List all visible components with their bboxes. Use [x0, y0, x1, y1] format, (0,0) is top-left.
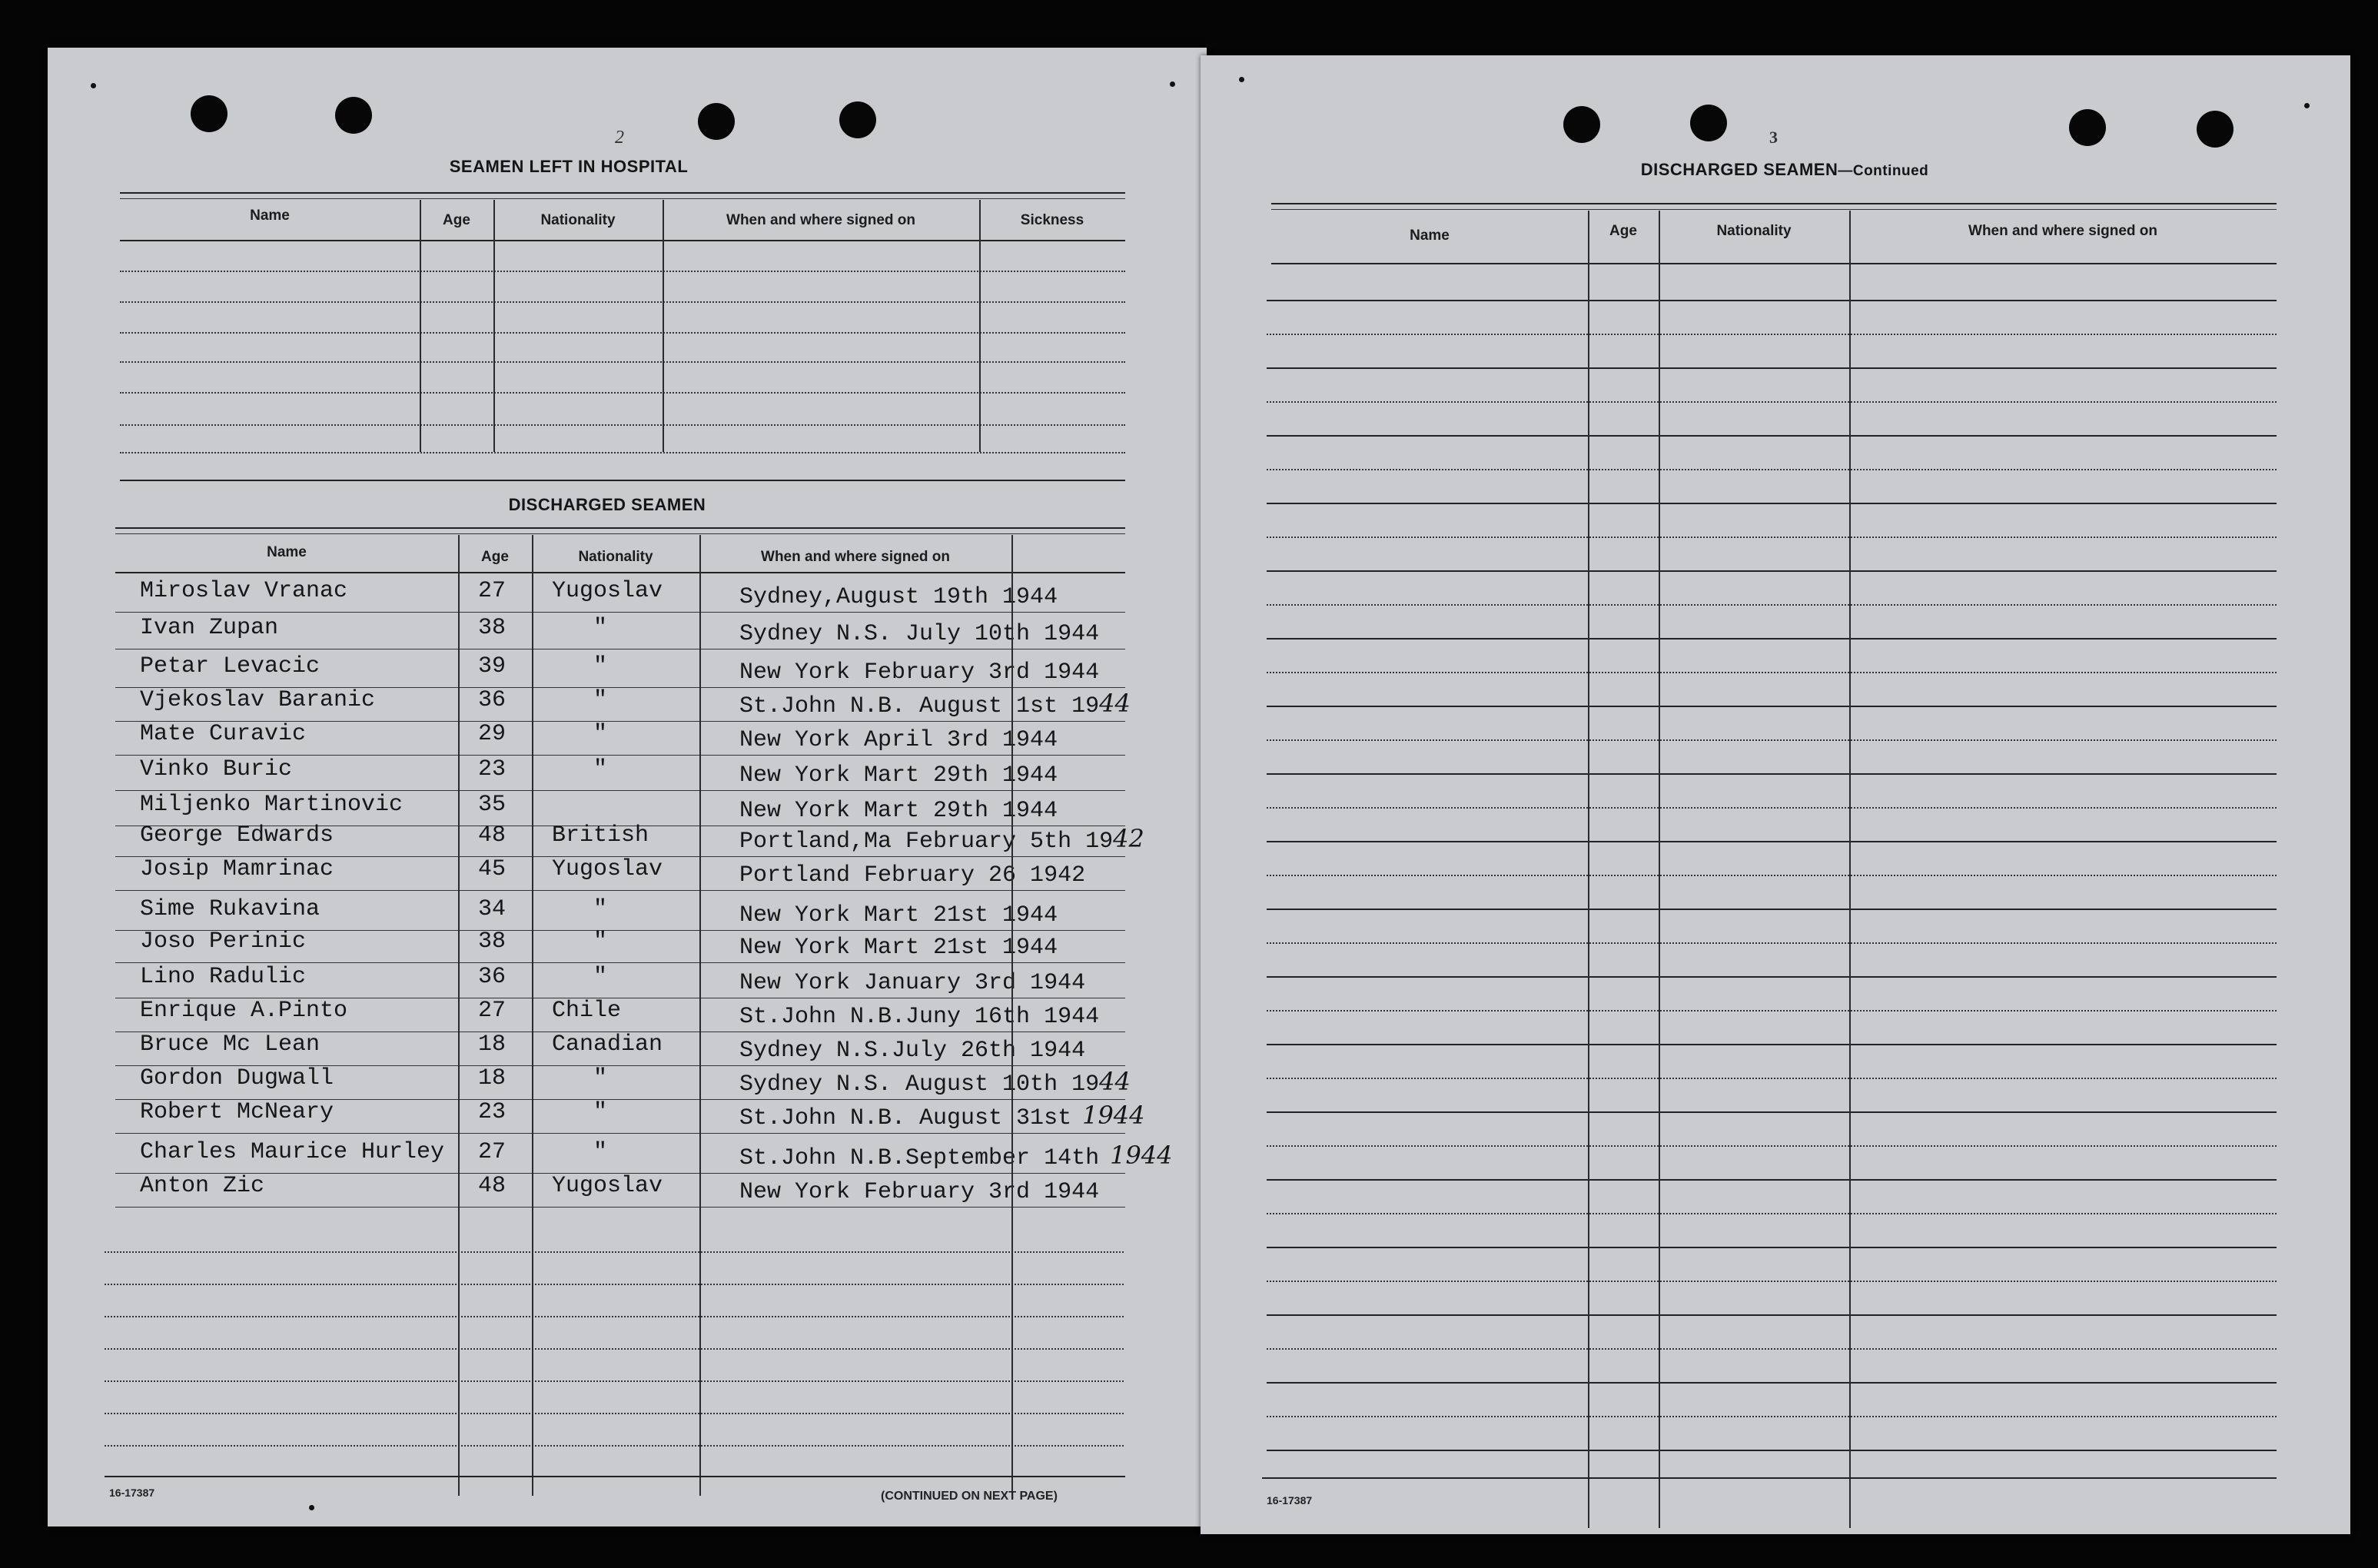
seaman-age: 45 [478, 856, 506, 882]
seaman-age: 27 [478, 578, 506, 604]
row-line [115, 790, 1125, 791]
seaman-nationality: " [593, 1139, 608, 1165]
row-line [1267, 976, 2277, 978]
speck [2304, 103, 2310, 108]
row-line [120, 452, 1125, 453]
column-divider [1849, 211, 1851, 1528]
seaman-name: George Edwards [140, 822, 334, 849]
seaman-age: 29 [478, 721, 506, 747]
discharged-col-header: Age [481, 549, 509, 565]
row-line [1267, 1348, 2277, 1350]
signed-on [739, 758, 1058, 789]
row-line [1267, 1382, 2277, 1384]
row-line [1267, 1078, 2277, 1079]
seaman-nationality: " [593, 687, 608, 713]
signed-on-handwritten: 1944 [1082, 1101, 1145, 1130]
binder-hole [1690, 105, 1727, 141]
signed-on [739, 965, 1085, 996]
signed-on-typed: Sydney N.S.July 26th 1944 [739, 1038, 1086, 1064]
row-line [1267, 401, 2277, 403]
column-divider [1659, 211, 1660, 1528]
signed-on [739, 1174, 1099, 1205]
row-line [115, 890, 1125, 891]
row-line [105, 1380, 1124, 1382]
signed-on-handwritten: 44 [1099, 1067, 1131, 1096]
signed-on-handwritten: 42 [1113, 824, 1144, 853]
seaman-nationality: Yugoslav [552, 1173, 663, 1199]
seaman-nationality: " [593, 1099, 608, 1125]
signed-on-typed: New York January 3rd 1944 [739, 970, 1086, 996]
row-line [120, 301, 1125, 303]
seaman-name: Lino Radulic [140, 964, 307, 990]
page-title [1569, 160, 2000, 180]
seaman-name: Miroslav Vranac [140, 578, 348, 604]
discharged-col-header: Name [267, 544, 307, 560]
title-main: DISCHARGED SEAMEN [1640, 160, 1838, 179]
binder-hole [191, 95, 228, 132]
discharged-col-header: Nationality [578, 549, 653, 565]
row-line [105, 1251, 1124, 1253]
signed-on-typed: St.John N.B.September 14th [739, 1145, 1100, 1171]
seaman-nationality: " [593, 653, 608, 679]
signed-on-typed: New York February 3rd 1944 [739, 1179, 1100, 1205]
column-divider [458, 535, 460, 1496]
row-line [1267, 841, 2277, 842]
row-line [105, 1316, 1124, 1317]
seaman-name: Enrique A.Pinto [140, 998, 348, 1024]
continued-note: (CONTINUED ON NEXT PAGE) [881, 1490, 1058, 1503]
seaman-age: 18 [478, 1031, 506, 1058]
seaman-age: 38 [478, 615, 506, 641]
row-line [120, 332, 1125, 334]
row-line [1267, 1179, 2277, 1181]
row-line [1267, 334, 2277, 335]
row-line [1267, 706, 2277, 707]
seaman-name: Bruce Mc Lean [140, 1031, 320, 1058]
seaman-nationality: " [593, 964, 608, 990]
signed-on-typed: St.John N.B.Juny 16th 1944 [739, 1004, 1100, 1030]
row-line [1267, 1111, 2277, 1113]
signed-on-typed: New York Mart 21st 1944 [739, 935, 1058, 961]
column-divider [493, 200, 495, 452]
row-line [1267, 739, 2277, 741]
col-header: When and where signed on [1968, 223, 2157, 239]
speck [91, 83, 96, 88]
seaman-name: Charles Maurice Hurley [140, 1139, 445, 1165]
seaman-nationality: " [593, 756, 608, 782]
row-line [1267, 807, 2277, 809]
row-line [105, 1284, 1124, 1285]
signed-on-typed: New York Mart 21st 1944 [739, 902, 1058, 929]
row-line [115, 755, 1125, 756]
right-page [1201, 55, 2350, 1534]
seaman-nationality: " [593, 929, 608, 955]
row-line [1267, 942, 2277, 944]
hospital-col-header: When and where signed on [726, 212, 915, 228]
signed-on-typed: Portland,Ma February 5th 19 [739, 829, 1114, 855]
column-divider [420, 200, 421, 452]
signed-on-typed: Sydney,August 19th 1944 [739, 584, 1058, 610]
signed-on-handwritten: 44 [1099, 689, 1131, 718]
rule [120, 192, 1125, 194]
seaman-name: Vjekoslav Baranic [140, 687, 376, 713]
column-divider [1588, 211, 1589, 1528]
row-line [115, 612, 1125, 613]
row-line [115, 962, 1125, 963]
binder-hole [1563, 106, 1600, 143]
seaman-age: 48 [478, 822, 506, 849]
signed-on-typed: St.John N.B. August 31st [739, 1105, 1072, 1131]
binder-hole [335, 97, 372, 134]
signed-on-typed: New York April 3rd 1944 [739, 727, 1058, 753]
page-number: 2 [615, 128, 624, 148]
row-line [1267, 1044, 2277, 1045]
hospital-col-header: Nationality [540, 212, 616, 228]
row-line [1267, 537, 2277, 538]
row-line [1271, 263, 2277, 264]
row-line [1267, 1281, 2277, 1282]
signed-on-typed: New York Mart 29th 1944 [739, 798, 1058, 824]
seaman-nationality: Yugoslav [552, 578, 663, 604]
seaman-name: Mate Curavic [140, 721, 307, 747]
seaman-age: 27 [478, 998, 506, 1024]
seaman-age: 23 [478, 756, 506, 782]
seaman-age: 34 [478, 896, 506, 922]
row-line [115, 572, 1125, 573]
seaman-nationality: Canadian [552, 1031, 663, 1058]
row-line [115, 1133, 1125, 1134]
row-line [105, 1413, 1124, 1414]
row-line [120, 424, 1125, 426]
col-header: Nationality [1716, 223, 1792, 239]
signed-on-typed: St.John N.B. August 1st 19 [739, 693, 1100, 719]
signed-on [739, 930, 1058, 961]
row-line [1267, 503, 2277, 504]
binder-hole [698, 103, 735, 140]
rule [115, 527, 1125, 529]
row-line [1267, 1213, 2277, 1214]
col-header: Name [1410, 228, 1450, 244]
seaman-name: Vinko Buric [140, 756, 293, 782]
rule [1271, 203, 2277, 204]
seaman-name: Josip Mamrinac [140, 856, 334, 882]
signed-on [739, 858, 1085, 889]
rule [120, 198, 1125, 199]
signed-on [739, 1067, 1131, 1098]
seaman-name: Sime Rukavina [140, 896, 320, 922]
signed-on [739, 898, 1058, 929]
seaman-name: Petar Levacic [140, 653, 320, 679]
row-line [105, 1445, 1124, 1447]
speck [309, 1505, 314, 1510]
row-line [1267, 435, 2277, 437]
hospital-col-header: Age [443, 212, 470, 228]
column-divider [663, 200, 664, 452]
row-line [1267, 604, 2277, 606]
signed-on-typed: New York Mart 29th 1944 [739, 762, 1058, 789]
binder-hole [839, 101, 876, 138]
seaman-age: 39 [478, 653, 506, 679]
seaman-name: Ivan Zupan [140, 615, 279, 641]
row-line [1267, 909, 2277, 910]
signed-on [739, 824, 1144, 855]
seaman-age: 48 [478, 1173, 506, 1199]
row-line [1267, 638, 2277, 639]
rule [105, 1476, 1125, 1477]
row-line [105, 1348, 1124, 1350]
signed-on-typed: Sydney N.S. August 10th 19 [739, 1071, 1100, 1098]
signed-on [739, 580, 1058, 610]
signed-on [739, 655, 1099, 686]
signed-on [739, 689, 1131, 719]
signed-on [739, 1101, 1145, 1131]
seaman-age: 38 [478, 929, 506, 955]
seaman-name: Anton Zic [140, 1173, 265, 1199]
seaman-name: Robert McNeary [140, 1099, 334, 1125]
row-line [1267, 773, 2277, 775]
seaman-name: Gordon Dugwall [140, 1065, 334, 1091]
seaman-age: 36 [478, 687, 506, 713]
seaman-name: Joso Perinic [140, 929, 307, 955]
title-suffix: —Continued [1838, 163, 1929, 179]
row-line [1267, 1450, 2277, 1451]
hospital-col-header: Name [250, 208, 290, 224]
seaman-nationality: " [593, 721, 608, 747]
discharged-section-title: DISCHARGED SEAMEN [508, 495, 706, 514]
signed-on [739, 999, 1099, 1030]
seaman-nationality: Chile [552, 998, 622, 1024]
signed-on-handwritten: 1944 [1110, 1141, 1173, 1170]
col-header: Age [1609, 223, 1637, 239]
seaman-nationality: Yugoslav [552, 856, 663, 882]
form-number: 16-17387 [1267, 1494, 1313, 1507]
seaman-age: 23 [478, 1099, 506, 1125]
row-line [1267, 1314, 2277, 1316]
binder-hole [2069, 109, 2106, 146]
signed-on-typed: Sydney N.S. July 10th 1944 [739, 621, 1100, 647]
page-number: 3 [1769, 128, 1778, 147]
hospital-section-title: SEAMEN LEFT IN HOSPITAL [449, 157, 689, 176]
seaman-age: 27 [478, 1139, 506, 1165]
row-line [1267, 300, 2277, 301]
row-line [120, 361, 1125, 363]
seaman-nationality: British [552, 822, 649, 849]
rule [115, 533, 1125, 534]
signed-on [739, 723, 1058, 753]
column-divider [532, 535, 533, 1496]
row-line [1267, 1145, 2277, 1147]
speck [1239, 77, 1244, 82]
signed-on [739, 1141, 1173, 1171]
row-line [1267, 1247, 2277, 1248]
column-divider [1011, 535, 1013, 1496]
seaman-name: Miljenko Martinovic [140, 792, 404, 818]
row-line [1267, 1416, 2277, 1417]
speck [1170, 81, 1175, 87]
seaman-nationality: " [593, 615, 608, 641]
binder-hole [2197, 111, 2234, 148]
seaman-nationality: " [593, 1065, 608, 1091]
signed-on-typed: New York February 3rd 1944 [739, 659, 1100, 686]
row-line [120, 271, 1125, 272]
row-line [1267, 570, 2277, 572]
signed-on [739, 616, 1099, 647]
column-divider [979, 200, 981, 452]
row-line [1267, 1010, 2277, 1012]
signed-on [739, 1033, 1085, 1064]
rule [1271, 209, 2277, 210]
row-line [115, 1207, 1125, 1208]
seaman-nationality: " [593, 896, 608, 922]
row-line [1267, 875, 2277, 876]
discharged-col-header: When and where signed on [761, 549, 950, 565]
row-line [1267, 672, 2277, 673]
seaman-age: 36 [478, 964, 506, 990]
row-line [120, 392, 1125, 394]
rule [120, 480, 1125, 481]
row-line [120, 240, 1125, 241]
column-divider [699, 535, 701, 1496]
hospital-col-header: Sickness [1020, 212, 1084, 228]
seaman-age: 18 [478, 1065, 506, 1091]
signed-on [739, 793, 1058, 824]
row-line [1267, 469, 2277, 470]
seaman-age: 35 [478, 792, 506, 818]
rule [1262, 1477, 2277, 1479]
signed-on-typed: Portland February 26 1942 [739, 862, 1086, 889]
form-number: 16-17387 [109, 1487, 155, 1499]
row-line [1267, 367, 2277, 369]
left-page [48, 48, 1207, 1526]
